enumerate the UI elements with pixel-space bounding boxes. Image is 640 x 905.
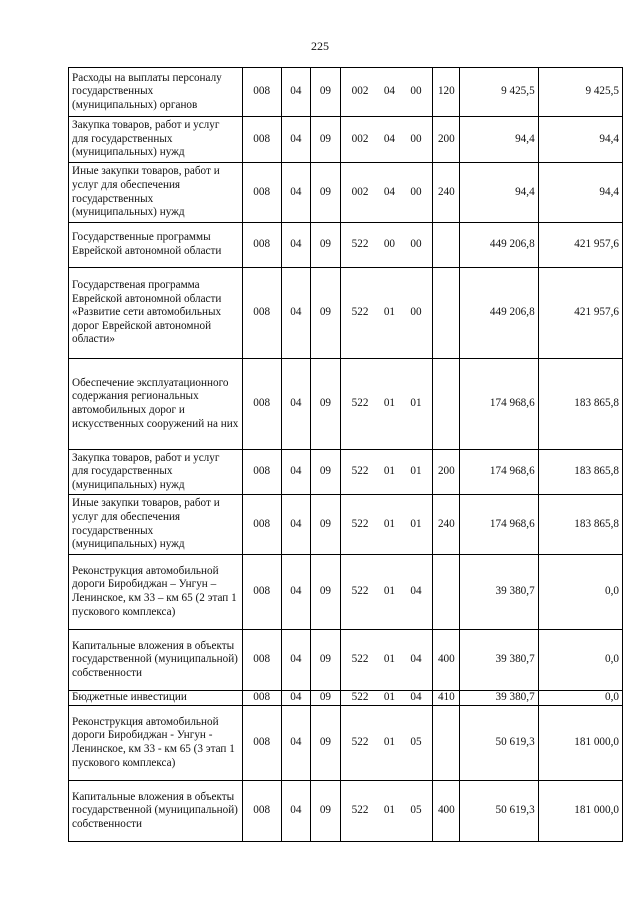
amount-year1-cell: 39 380,7 [460,630,538,691]
expense-type-cell: 240 [433,495,460,555]
ministry-code-cell: 008 [242,68,281,117]
subsection-code-cell: 09 [310,630,340,691]
table-row [69,781,623,842]
target-article-part: 01 [383,691,395,704]
target-article-code [344,238,429,252]
amount-year2-cell: 94,4 [538,117,622,163]
target-article-code [344,804,429,818]
target-article-part: 522 [351,804,369,817]
target-article-part: 522 [351,238,369,251]
target-article-part: 04 [410,585,422,598]
target-article-code [344,397,429,411]
expense-name-cell: Иные закупки товаров, работ и услуг для обеспечения государственных (муниципальных) нужд [69,495,243,555]
amount-year2-cell: 421 957,6 [538,268,622,359]
target-article-code [344,518,429,532]
target-article-part: 522 [351,653,369,666]
table-row [69,268,623,359]
target-article-code [344,653,429,667]
target-article-cell [340,163,432,223]
target-article-part: 01 [410,465,422,478]
subsection-code-cell: 09 [310,163,340,223]
target-article-code [344,186,429,200]
expense-type-cell: 240 [433,163,460,223]
expense-name-cell: Государственая программа Еврейской автономной области «Развитие сети автомобильных дорог Еврейской автономной области» [69,268,243,359]
table-row [69,68,623,117]
target-article-part: 522 [351,306,369,319]
table-body [69,68,623,842]
expense-name-cell: Закупка товаров, работ и услуг для государственных (муниципальных) нужд [69,450,243,495]
expense-type-cell [433,359,460,450]
target-article-part: 522 [351,736,369,749]
expense-type-cell: 400 [433,630,460,691]
target-article-cell [340,691,432,706]
amount-year2-cell: 0,0 [538,555,622,630]
expense-type-cell: 200 [433,450,460,495]
ministry-code-cell: 008 [242,691,281,706]
table-row [69,691,623,706]
expense-name-cell: Расходы на выплаты персоналу государственных (муниципальных) органов [69,68,243,117]
expense-name-cell: Реконструкция автомобильной дороги Биробиджан – Унгун – Ленинское, км 33 – км 65 (2 этап 1 пускового комплекса) [69,555,243,630]
section-code-cell: 04 [281,706,310,781]
target-article-code [344,85,429,99]
section-code-cell: 04 [281,223,310,268]
target-article-code [344,133,429,147]
amount-year2-cell: 0,0 [538,630,622,691]
target-article-part: 04 [383,85,395,98]
ministry-code-cell: 008 [242,630,281,691]
target-article-part: 00 [410,185,422,198]
target-article-code [344,306,429,320]
table-row [69,630,623,691]
target-article-part: 01 [383,397,395,410]
target-article-part: 01 [383,465,395,478]
expense-type-cell [433,223,460,268]
target-article-part: 522 [351,691,369,704]
target-article-part: 522 [351,517,369,530]
ministry-code-cell: 008 [242,495,281,555]
target-article-cell [340,706,432,781]
amount-year2-cell: 94,4 [538,163,622,223]
amount-year1-cell: 50 619,3 [460,781,538,842]
target-article-part: 522 [351,465,369,478]
table-row [69,495,623,555]
expense-type-cell: 200 [433,117,460,163]
section-code-cell: 04 [281,495,310,555]
target-article-cell [340,781,432,842]
amount-year1-cell: 174 968,6 [460,450,538,495]
target-article-part: 522 [351,397,369,410]
expense-name-cell: Иные закупки товаров, работ и услуг для обеспечения государственных (муниципальных) нужд [69,163,243,223]
table-row [69,450,623,495]
expense-name-cell: Закупка товаров, работ и услуг для государственных (муниципальных) нужд [69,117,243,163]
target-article-part: 04 [383,132,395,145]
expense-name-cell: Капитальные вложения в объекты государственной (муниципальной) собственности [69,781,243,842]
target-article-part: 00 [410,85,422,98]
ministry-code-cell: 008 [242,223,281,268]
expense-type-cell: 410 [433,691,460,706]
target-article-part: 01 [410,397,422,410]
amount-year1-cell: 94,4 [460,163,538,223]
amount-year2-cell: 183 865,8 [538,495,622,555]
target-article-cell [340,68,432,117]
ministry-code-cell: 008 [242,117,281,163]
subsection-code-cell: 09 [310,117,340,163]
target-article-part: 01 [383,804,395,817]
table-row [69,163,623,223]
target-article-part: 01 [383,653,395,666]
target-article-part: 002 [351,185,369,198]
amount-year1-cell: 449 206,8 [460,223,538,268]
subsection-code-cell: 09 [310,268,340,359]
expense-type-cell [433,706,460,781]
subsection-code-cell: 09 [310,781,340,842]
amount-year1-cell: 174 968,6 [460,359,538,450]
expense-name-cell: Бюджетные инвестиции [69,691,243,706]
target-article-cell [340,450,432,495]
table-row [69,223,623,268]
amount-year1-cell: 174 968,6 [460,495,538,555]
target-article-part: 04 [410,653,422,666]
target-article-part: 522 [351,585,369,598]
section-code-cell: 04 [281,555,310,630]
target-article-part: 01 [383,585,395,598]
amount-year2-cell: 421 957,6 [538,223,622,268]
target-article-part: 05 [410,736,422,749]
page-number: 225 [311,39,329,53]
amount-year2-cell: 9 425,5 [538,68,622,117]
expense-name-cell: Государственные программы Еврейской автономной области [69,223,243,268]
expense-name-cell: Реконструкция автомобильной дороги Биробиджан - Унгун - Ленинское, км 33 - км 65 (3 этап 1 пускового комплекса) [69,706,243,781]
target-article-part: 01 [383,517,395,530]
amount-year1-cell: 9 425,5 [460,68,538,117]
amount-year1-cell: 449 206,8 [460,268,538,359]
amount-year1-cell: 50 619,3 [460,706,538,781]
amount-year2-cell: 183 865,8 [538,359,622,450]
subsection-code-cell: 09 [310,450,340,495]
ministry-code-cell: 008 [242,555,281,630]
target-article-cell [340,555,432,630]
target-article-cell [340,268,432,359]
section-code-cell: 04 [281,68,310,117]
target-article-part: 00 [383,238,395,251]
expense-type-cell [433,268,460,359]
target-article-part: 002 [351,132,369,145]
subsection-code-cell: 09 [310,555,340,630]
section-code-cell: 04 [281,163,310,223]
target-article-code [344,585,429,599]
target-article-code [344,691,429,705]
target-article-cell [340,495,432,555]
subsection-code-cell: 09 [310,223,340,268]
target-article-cell [340,223,432,268]
amount-year1-cell: 94,4 [460,117,538,163]
amount-year2-cell: 183 865,8 [538,450,622,495]
target-article-part: 002 [351,85,369,98]
target-article-part: 00 [410,238,422,251]
section-code-cell: 04 [281,450,310,495]
amount-year2-cell: 181 000,0 [538,781,622,842]
target-article-part: 00 [410,132,422,145]
table-row [69,117,623,163]
subsection-code-cell: 09 [310,495,340,555]
subsection-code-cell: 09 [310,691,340,706]
subsection-code-cell: 09 [310,68,340,117]
target-article-part: 05 [410,804,422,817]
expense-type-cell: 400 [433,781,460,842]
target-article-cell [340,117,432,163]
amount-year1-cell: 39 380,7 [460,555,538,630]
section-code-cell: 04 [281,359,310,450]
target-article-part: 04 [383,185,395,198]
ministry-code-cell: 008 [242,163,281,223]
expense-name-cell: Капитальные вложения в объекты государственной (муниципальной) собственности [69,630,243,691]
target-article-code [344,736,429,750]
budget-table [68,67,623,842]
target-article-code [344,465,429,479]
target-article-cell [340,359,432,450]
ministry-code-cell: 008 [242,359,281,450]
table-row [69,706,623,781]
target-article-part: 01 [383,306,395,319]
target-article-part: 01 [383,736,395,749]
amount-year2-cell: 0,0 [538,691,622,706]
subsection-code-cell: 09 [310,706,340,781]
amount-year1-cell: 39 380,7 [460,691,538,706]
section-code-cell: 04 [281,781,310,842]
ministry-code-cell: 008 [242,706,281,781]
expense-type-cell: 120 [433,68,460,117]
section-code-cell: 04 [281,268,310,359]
expense-name-cell: Обеспечение эксплуатационного содержания региональных автомобильных дорог и искусственных сооружений на них [69,359,243,450]
ministry-code-cell: 008 [242,781,281,842]
target-article-cell [340,630,432,691]
expense-type-cell [433,555,460,630]
target-article-part: 01 [410,517,422,530]
target-article-part: 00 [410,306,422,319]
section-code-cell: 04 [281,117,310,163]
subsection-code-cell: 09 [310,359,340,450]
ministry-code-cell: 008 [242,450,281,495]
table-row [69,555,623,630]
ministry-code-cell: 008 [242,268,281,359]
section-code-cell: 04 [281,691,310,706]
section-code-cell: 04 [281,630,310,691]
table-row [69,359,623,450]
amount-year2-cell: 181 000,0 [538,706,622,781]
target-article-part: 04 [410,691,422,704]
